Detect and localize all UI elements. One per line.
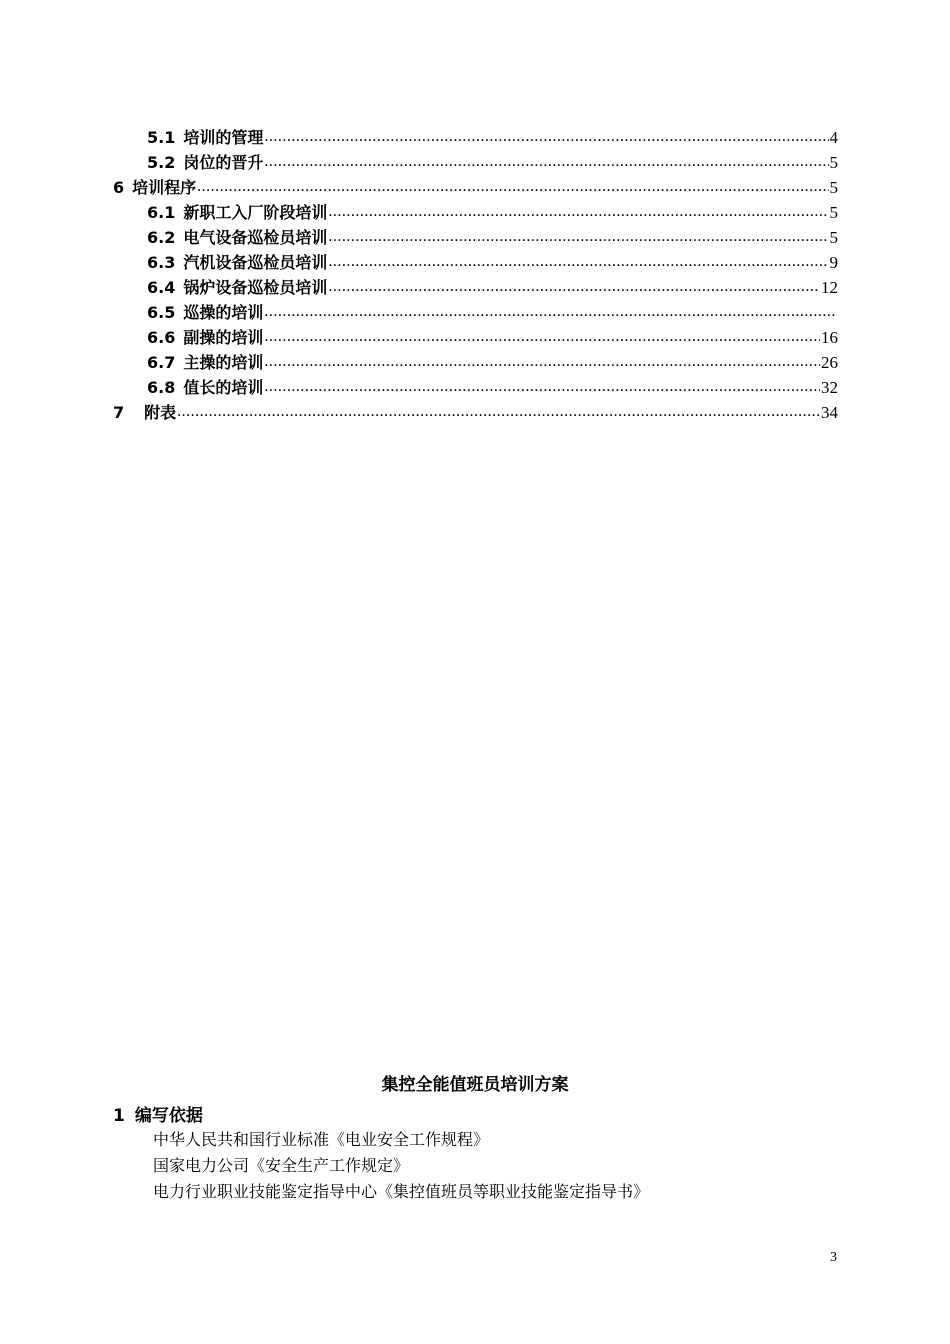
toc-entry[interactable] xyxy=(147,199,838,223)
toc-entry-label xyxy=(147,378,263,398)
toc-entry-title: 汽机设备巡检员培训 xyxy=(183,253,328,272)
toc-entry-title: 培训的管理 xyxy=(183,128,264,147)
toc-entry-number: 6.1 xyxy=(147,203,176,222)
toc-entry-page: 32 xyxy=(821,378,838,397)
toc-entry-number: 6.7 xyxy=(147,353,176,372)
toc-entry-label xyxy=(147,153,263,173)
toc-entry-title: 岗位的晋升 xyxy=(183,153,264,172)
toc-dot-leader xyxy=(328,277,820,297)
toc-entry-number: 6.3 xyxy=(147,253,176,272)
toc-entry[interactable] xyxy=(147,349,838,373)
toc-entry[interactable] xyxy=(147,299,838,323)
toc-entry-number: 6.6 xyxy=(147,328,176,347)
toc-entry[interactable] xyxy=(147,149,838,173)
toc-entry-title: 新职工入厂阶段培训 xyxy=(183,203,328,222)
toc-entry-label xyxy=(147,328,263,348)
toc-entry-label xyxy=(147,278,327,298)
toc-entry-title: 副操的培训 xyxy=(183,328,264,347)
basis-item: 中华人民共和国行业标准《电业安全工作规程》 xyxy=(153,1130,490,1149)
toc-entry-number: 6.2 xyxy=(147,228,176,247)
toc-entry-page: 12 xyxy=(821,278,838,297)
toc-entry-number: 7 xyxy=(113,403,125,422)
toc-entry[interactable] xyxy=(113,399,838,423)
section-number: 1 xyxy=(113,1106,125,1126)
toc-entry-label xyxy=(147,203,327,223)
toc-entry-number: 6 xyxy=(113,178,125,197)
toc-entry-page: 34 xyxy=(821,403,838,422)
toc-entry-label xyxy=(147,353,263,373)
toc-dot-leader xyxy=(328,202,828,222)
document-title: 集控全能值班员培训方案 xyxy=(381,1075,569,1095)
toc-entry-title: 主操的培训 xyxy=(183,353,264,372)
basis-list xyxy=(153,1128,649,1206)
basis-item: 电力行业职业技能鉴定指导中心《集控值班员等职业技能鉴定指导书》 xyxy=(153,1182,650,1201)
toc-dot-leader xyxy=(264,327,820,347)
toc-entry[interactable] xyxy=(113,174,838,198)
toc-dot-leader xyxy=(328,227,828,247)
toc-entry-title: 培训程序 xyxy=(132,178,197,197)
toc-entry[interactable] xyxy=(147,274,838,298)
toc-entry-page: 5 xyxy=(829,153,838,172)
toc-entry-label xyxy=(113,403,176,423)
toc-entry-number: 5.1 xyxy=(147,128,176,147)
toc-dot-leader xyxy=(264,152,828,172)
toc-entry-page: 5 xyxy=(829,203,838,222)
toc-dot-leader xyxy=(264,352,820,372)
toc-entry-label xyxy=(147,253,327,273)
toc-entry[interactable] xyxy=(147,124,838,148)
toc-entry-page: 5 xyxy=(829,178,838,197)
toc-dot-leader xyxy=(328,252,828,272)
toc-entry-page: 16 xyxy=(821,328,838,347)
toc-entry-number: 6.5 xyxy=(147,303,176,322)
toc-entry-label xyxy=(147,303,263,323)
section-heading xyxy=(113,1101,203,1126)
toc-dot-leader xyxy=(177,402,820,422)
toc-entry-page: 9 xyxy=(829,253,838,272)
toc-entry[interactable] xyxy=(147,249,838,273)
toc-entry-number: 5.2 xyxy=(147,153,176,172)
toc-entry-page: 26 xyxy=(821,353,838,372)
section-title: 编写依据 xyxy=(134,1106,203,1126)
toc-entry[interactable] xyxy=(147,374,838,398)
basis-item: 国家电力公司《安全生产工作规定》 xyxy=(153,1156,410,1175)
toc-entry-label xyxy=(147,228,327,248)
toc-dot-leader xyxy=(264,302,837,322)
toc-entry[interactable] xyxy=(147,224,838,248)
toc-entry[interactable] xyxy=(147,324,838,348)
toc-entry-title: 附表 xyxy=(144,403,177,422)
toc-entry-label xyxy=(113,178,196,198)
toc-dot-leader xyxy=(264,377,820,397)
toc-dot-leader xyxy=(197,177,828,197)
toc-entry-number: 6.4 xyxy=(147,278,176,297)
toc-entry-number: 6.8 xyxy=(147,378,176,397)
toc-entry-page: 5 xyxy=(829,228,838,247)
toc-entry-page: 4 xyxy=(829,128,838,147)
toc-dot-leader xyxy=(264,127,828,147)
toc-entry-title: 值长的培训 xyxy=(183,378,264,397)
toc-entry-label xyxy=(147,128,263,148)
toc-entry-title: 巡操的培训 xyxy=(183,303,264,322)
page-number: 3 xyxy=(830,1250,837,1265)
toc-entry-title: 锅炉设备巡检员培训 xyxy=(183,278,328,297)
toc-entry-title: 电气设备巡检员培训 xyxy=(183,228,328,247)
